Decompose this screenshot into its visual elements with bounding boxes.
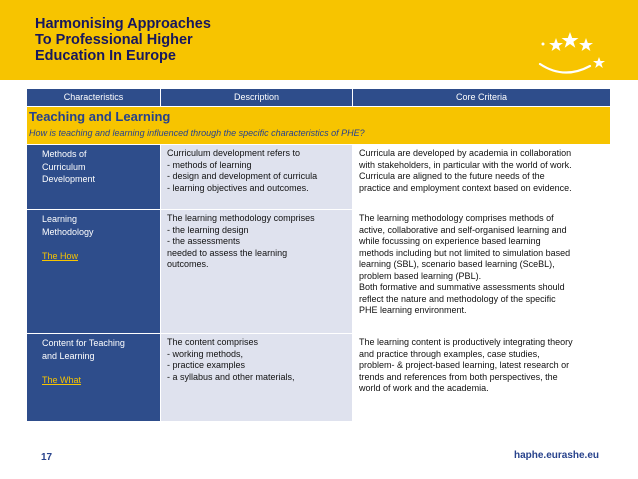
table-row [27, 145, 611, 210]
criteria-text: methods including but not limited to simulation based [359, 247, 571, 258]
page-number: 17 [41, 452, 53, 463]
section-title: Teaching and Learning [29, 109, 171, 124]
criteria-text: Curricula are aligned to the future needs of the [359, 171, 545, 181]
column-header: Description [161, 89, 353, 107]
characteristic-text: Methods of [42, 149, 87, 159]
section-row [27, 107, 611, 145]
characteristic-text: Curriculum [42, 161, 86, 172]
criteria-text: The learning methodology comprises methods of [359, 213, 554, 223]
criteria-text: learning (SBL), scenario based learning (SceBL), [359, 259, 555, 269]
description-cell [161, 334, 353, 422]
characteristic-cell [27, 145, 161, 210]
criteria-cell [353, 145, 611, 210]
description-text: needed to assess the learning [167, 247, 288, 258]
table-row [27, 210, 611, 334]
the-what-link[interactable]: The What [42, 375, 82, 385]
section-cell [27, 107, 611, 145]
characteristic-text: Development [42, 174, 96, 184]
description-cell [161, 145, 353, 210]
description-text: outcomes. [167, 259, 209, 269]
stars-smile-logo-icon [534, 24, 612, 76]
the-how-link[interactable]: The How [42, 251, 79, 261]
description-text: The content comprises [167, 337, 259, 347]
criteria-cell [353, 210, 611, 334]
column-header: Core Criteria [353, 89, 611, 107]
criteria-text: active, collaborative and self-organised learning and [359, 224, 567, 235]
criteria-text: with stakeholders, in particular with the world of work. [359, 159, 572, 170]
criteria-text: practice and employment context based on evidence. [359, 182, 572, 193]
header-title-line: Education In Europe [35, 48, 176, 64]
description-text: - methods of learning [167, 159, 252, 170]
criteria-text: Both formative and summative assessments should [359, 282, 565, 292]
criteria-text: and practice through examples, case studies, [359, 348, 540, 359]
criteria-text: problem- & project-based learning, latest research or [359, 360, 570, 370]
header-banner [0, 0, 638, 80]
characteristic-text: Content for Teaching [42, 338, 125, 348]
criteria-text: trends and references from both perspectives, the [359, 371, 558, 382]
header-title [35, 16, 295, 64]
characteristic-cell [27, 210, 161, 334]
description-text: - design and development of curricula [167, 171, 318, 181]
header-title-line: To Professional Higher [35, 32, 193, 48]
description-text: - learning objectives and outcomes. [167, 182, 309, 193]
description-text: The learning methodology comprises [167, 213, 315, 223]
description-text: - a syllabus and other materials, [167, 371, 295, 382]
description-text: Curriculum development refers to [167, 148, 301, 158]
description-cell [161, 210, 353, 334]
characteristic-text: Methodology [42, 226, 94, 237]
description-text: - working methods, [167, 348, 244, 359]
criteria-text: The learning content is productively integrating theory [359, 337, 573, 347]
characteristic-cell [27, 334, 161, 422]
criteria-text: Curricula are developed by academia in collaboration [359, 148, 572, 158]
criteria-text: while focussing on experience based learning [359, 236, 541, 246]
description-text: - the learning design [167, 224, 249, 235]
website-link[interactable]: haphe.eurashe.eu [513, 450, 599, 461]
criteria-text: PHE learning environment. [359, 305, 467, 315]
criteria-table [26, 88, 611, 422]
criteria-text: world of work and the academia. [359, 383, 489, 393]
characteristic-text: Learning [42, 214, 78, 224]
header-title-line: Harmonising Approaches [35, 16, 211, 32]
criteria-cell [353, 334, 611, 422]
description-text: - the assessments [167, 236, 241, 246]
criteria-text: problem based learning (PBL). [359, 270, 482, 281]
column-header: Characteristics [27, 89, 161, 107]
table-row [27, 334, 611, 422]
table-header-row [27, 89, 611, 107]
criteria-text: reflect the nature and methodology of the specific [359, 293, 556, 304]
characteristic-text: and Learning [42, 350, 95, 361]
description-text: - practice examples [167, 360, 246, 370]
section-subtitle: How is teaching and learning influenced through the specific characteristics of PHE? [29, 128, 365, 138]
